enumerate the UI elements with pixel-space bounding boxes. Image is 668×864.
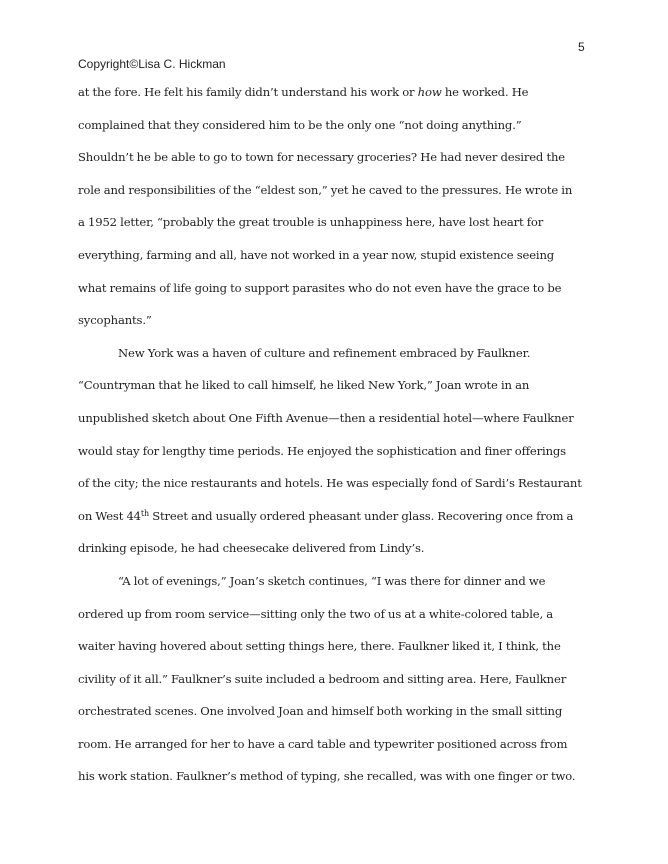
- text-line: on West 44th Street and usually ordered pheasant under glass. Recovering once from a: [78, 508, 574, 523]
- paragraph-start-line: New York was a haven of culture and refinement embraced by Faulkner.: [118, 345, 531, 360]
- text-line: at the fore. He felt his family didn’t understand his work or how he worked. He: [78, 85, 529, 99]
- text-line: role and responsibilities of the “eldest son,” yet he caved to the pressures. He wrote in: [78, 182, 573, 197]
- text-line: room. He arranged for her to have a card table and typewriter positioned across from: [78, 736, 568, 751]
- text-line: would stay for lengthy time periods. He enjoyed the sophistication and finer offerings: [78, 443, 566, 458]
- ordinal-superscript: th: [140, 508, 149, 518]
- emphasis-how: how: [417, 85, 442, 99]
- text-line: everything, farming and all, have not worked in a year now, stupid existence seeing: [78, 247, 555, 262]
- text-line: of the city; the nice restaurants and hotels. He was especially fond of Sardi’s Restaurant: [78, 476, 582, 491]
- paragraph-start-line: “A lot of evenings,” Joan’s sketch continues, “I was there for dinner and we: [118, 573, 546, 588]
- text-line: waiter having hovered about setting things here, there. Faulkner liked it, I think, the: [78, 639, 561, 654]
- text-line: orchestrated scenes. One involved Joan and himself both working in the small sitting: [78, 704, 563, 719]
- page-number: 5: [578, 40, 585, 54]
- text-line: his work station. Faulkner’s method of typing, she recalled, was with one finger or two.: [78, 769, 576, 784]
- text-line: sycophants.”: [78, 313, 152, 328]
- text-line: Shouldn’t he be able to go to town for necessary groceries? He had never desired the: [78, 150, 565, 165]
- copyright-header: Copyright©Lisa C. Hickman: [78, 57, 226, 71]
- text-line: complained that they considered him to be the only one “not doing anything.”: [78, 117, 522, 132]
- text-line: what remains of life going to support parasites who do not even have the grace to be: [78, 280, 562, 295]
- text-line: “Countryman that he liked to call himself, he liked New York,” Joan wrote in an: [78, 378, 530, 393]
- body-text: [78, 76, 598, 793]
- text-line: a 1952 letter, “probably the great trouble is unhappiness here, have lost heart for: [78, 215, 544, 230]
- text-line: unpublished sketch about One Fifth Avenue—then a residential hotel—where Faulkner: [78, 410, 574, 425]
- text-line: drinking episode, he had cheesecake delivered from Lindy’s.: [78, 541, 425, 556]
- text-line: civility of it all.” Faulkner’s suite included a bedroom and sitting area. Here, Faulkner: [78, 671, 567, 686]
- text-line: ordered up from room service—sitting only the two of us at a white-colored table, a: [78, 606, 554, 621]
